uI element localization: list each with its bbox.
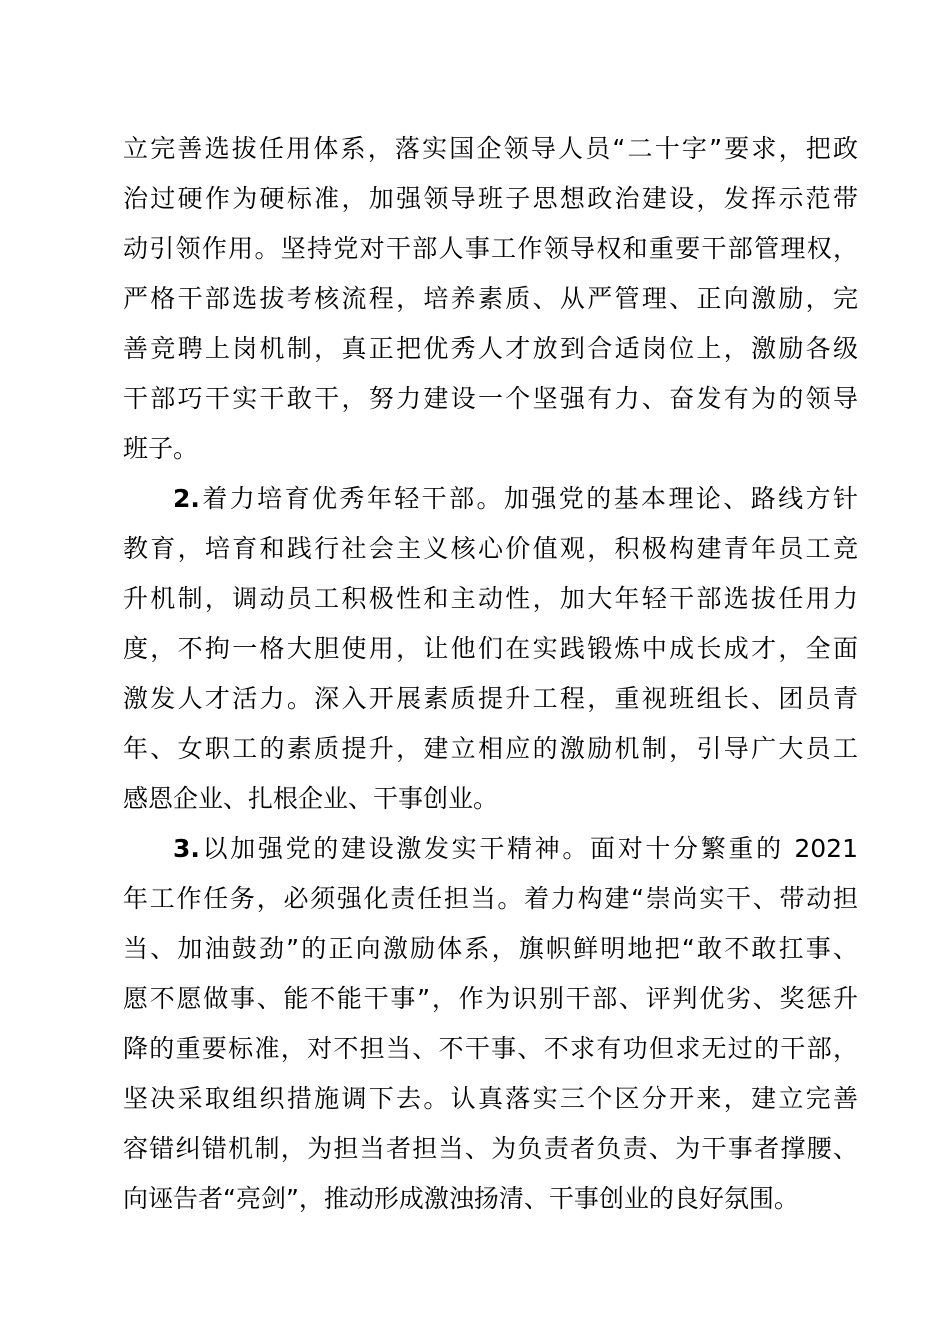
- paragraph-3-number: 3.: [173, 834, 200, 863]
- document-body: [123, 124, 858, 1224]
- paragraph-2-line: 度，不拘一格大胆使用，让他们在实践锻炼中成长成才，全面: [123, 634, 858, 663]
- paragraph-1-line: 善竞聘上岗机制，真正把优秀人才放到合适岗位上，激励各级: [123, 334, 858, 363]
- paragraph-2-line: 教育，培育和践行社会主义核心价值观，积极构建青年员工竞: [123, 534, 858, 563]
- paragraph-2-first-line: [123, 474, 858, 524]
- paragraph-3-line: 当、加油鼓劲”的正向激励体系，旗帜鲜明地把“敢不敢扛事、: [123, 934, 858, 963]
- paragraph-2-line: 升机制，调动员工积极性和主动性，加大年轻干部选拔任用力: [123, 584, 858, 613]
- paragraph-1-line: 严格干部选拔考核流程，培养素质、从严管理、正向激励，完: [123, 284, 858, 313]
- paragraph-3-first-line: [123, 824, 858, 874]
- paragraph-2-line: 感恩企业、扎根企业、干事创业。: [123, 784, 499, 813]
- paragraph-2-number: 2.: [173, 484, 200, 513]
- paragraph-3-line: 年工作任务，必须强化责任担当。着力构建“崇尚实干、带动担: [123, 884, 858, 913]
- paragraph-1-line: 班子。: [123, 434, 199, 463]
- paragraph-3-line: 坚决采取组织措施调下去。认真落实三个区分开来，建立完善: [123, 1084, 858, 1113]
- paragraph-3-line: 向诬告者“亮剑”，推动形成激浊扬清、干事创业的良好氛围。: [123, 1184, 799, 1213]
- paragraph-1-line: 立完善选拔任用体系，落实国企领导人员“二十字”要求，把政: [123, 134, 858, 163]
- paragraph-2-line: 年、女职工的素质提升，建立相应的激励机制，引导广大员工: [123, 734, 858, 763]
- paragraph-3-line: 降的重要标准，对不担当、不干事、不求有功但求无过的干部，: [123, 1034, 858, 1063]
- paragraph-3-line: 愿不愿做事、能不能干事”，作为识别干部、评判优劣、奖惩升: [123, 984, 858, 1013]
- paragraph-3-heading-text: 以加强党的建设激发实干精神。面对十分繁重的 2021: [199, 834, 858, 863]
- paragraph-3-line: 容错纠错机制，为担当者担当、为负责者负责、为干事者撑腰、: [123, 1134, 858, 1163]
- paragraph-1-line: 治过硬作为硬标准，加强领导班子思想政治建设，发挥示范带: [123, 184, 858, 213]
- paragraph-2-line: 激发人才活力。深入开展素质提升工程，重视班组长、团员青: [123, 684, 858, 713]
- paragraph-1-line: 动引领作用。坚持党对干部人事工作领导权和重要干部管理权，: [123, 234, 858, 263]
- paragraph-2-heading-text: 着力培育优秀年轻干部。加强党的基本理论、路线方针: [199, 484, 858, 513]
- paragraph-1-line: 干部巧干实干敢干，努力建设一个坚强有力、奋发有为的领导: [123, 384, 858, 413]
